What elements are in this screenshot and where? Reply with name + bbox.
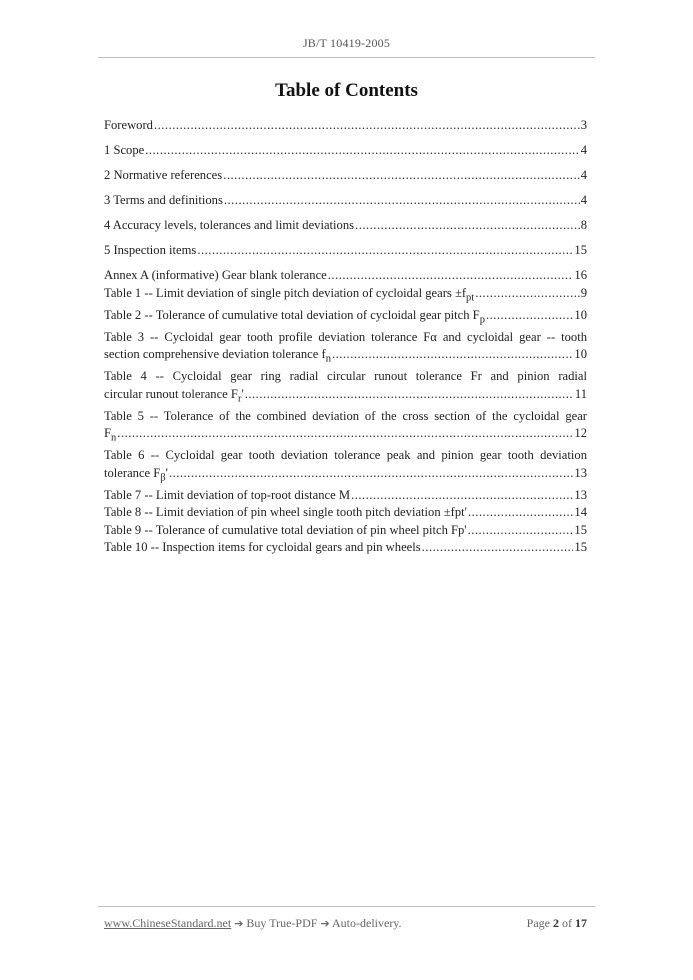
document-id-header: JB/T 10419-2005 bbox=[302, 36, 391, 50]
toc-entry-text: section comprehensive deviation tolerance $f_n$ bbox=[104, 347, 331, 365]
dot-leader bbox=[351, 487, 573, 505]
toc-page-number: 13 bbox=[574, 465, 587, 480]
toc-entry-table-9[interactable] bbox=[104, 522, 587, 540]
dot-leader bbox=[468, 522, 574, 540]
dot-leader bbox=[332, 346, 573, 364]
toc-entry-text: 2 Normative references bbox=[104, 168, 223, 182]
toc-entry-foreword[interactable] bbox=[104, 117, 587, 135]
subscript: β bbox=[160, 472, 166, 484]
buy-true-pdf-text: Buy True-PDF bbox=[246, 916, 318, 930]
toc-page-number: 4 bbox=[580, 193, 587, 207]
toc-entry-text: 1 Scope bbox=[104, 143, 145, 157]
dot-leader bbox=[422, 539, 574, 557]
toc-entry-terms-definitions[interactable] bbox=[104, 192, 587, 210]
current-page-number: 2 bbox=[553, 916, 559, 930]
right-arrow-icon: ➔ bbox=[320, 917, 330, 930]
dot-leader bbox=[355, 217, 580, 235]
toc-entry-table-3[interactable] bbox=[104, 329, 587, 369]
subscript: r bbox=[237, 393, 242, 405]
toc-entry-text: Table 9 -- Tolerance of cumulative total deviation of pin wheel pitch Fp' bbox=[104, 522, 467, 537]
subscript: n bbox=[111, 432, 117, 444]
toc-page-number: 3 bbox=[580, 118, 587, 132]
toc-entry-table-7[interactable] bbox=[104, 487, 587, 505]
toc-page-number: 15 bbox=[574, 522, 587, 537]
toc-entry-text: Table 8 -- Limit deviation of pin wheel single tooth pitch deviation ±fpt' bbox=[104, 505, 467, 520]
toc-entry-normative-references[interactable] bbox=[104, 167, 587, 185]
dot-leader bbox=[328, 267, 574, 285]
toc-page-number: 12 bbox=[574, 426, 587, 441]
toc-entry-table-2[interactable] bbox=[104, 307, 587, 329]
subscript: p bbox=[479, 314, 485, 326]
toc-page-number: 8 bbox=[580, 218, 587, 232]
dot-leader bbox=[169, 465, 573, 483]
dot-leader bbox=[145, 142, 579, 160]
toc-page-number: 15 bbox=[574, 540, 587, 555]
toc-page-number: 14 bbox=[574, 505, 587, 520]
toc-entry-text: 5 Inspection items bbox=[104, 243, 197, 257]
header-divider bbox=[98, 57, 595, 58]
toc-entry-text: 3 Terms and definitions bbox=[104, 193, 223, 207]
toc-entry-text: $F_n$ bbox=[104, 426, 117, 444]
toc-page-number: 15 bbox=[574, 243, 587, 257]
toc-page-number: 10 bbox=[574, 307, 587, 322]
toc-entry-text: Table 7 -- Limit deviation of top-root distance M bbox=[104, 487, 351, 502]
toc-entry-scope[interactable] bbox=[104, 142, 587, 160]
toc-entry-text: Foreword bbox=[104, 118, 153, 132]
total-pages-number: 17 bbox=[575, 916, 587, 930]
toc-page-number: 10 bbox=[574, 347, 587, 362]
footer-links bbox=[104, 916, 402, 931]
toc-page-number: 11 bbox=[574, 386, 587, 401]
toc-entry-table-4[interactable] bbox=[104, 368, 587, 408]
toc-entry-text-line1: Table 3 -- Cycloidal gear tooth profile deviation tolerance Fα and cycloidal gear -- tooth bbox=[104, 329, 587, 344]
dot-leader bbox=[154, 117, 580, 135]
page-title: Table of Contents bbox=[275, 80, 418, 101]
toc-page-number: 4 bbox=[580, 143, 587, 157]
toc-entry-text: Annex A (informative) Gear blank tolerance bbox=[104, 268, 327, 282]
dot-leader bbox=[486, 307, 573, 325]
toc-entry-text: Table 10 -- Inspection items for cycloidal gears and pin wheels bbox=[104, 540, 421, 555]
toc-entry-text: Table 2 -- Tolerance of cumulative total deviation of cycloidal gear pitch $F_p$ bbox=[104, 307, 485, 326]
toc-entry-table-8[interactable] bbox=[104, 504, 587, 522]
auto-delivery-text: Auto-delivery. bbox=[332, 916, 402, 930]
toc-entry-text-line1: Table 5 -- Tolerance of the combined deviation of the cross section of the cycloidal gear bbox=[104, 408, 587, 423]
toc-page-number: 4 bbox=[580, 168, 587, 182]
dot-leader bbox=[197, 242, 573, 260]
toc-page-number: 13 bbox=[574, 487, 587, 502]
table-of-contents bbox=[104, 117, 587, 557]
website-link[interactable]: www.ChineseStandard.net bbox=[104, 916, 232, 930]
dot-leader bbox=[245, 386, 574, 404]
right-arrow-icon: ➔ bbox=[234, 917, 244, 930]
toc-entry-annex-a[interactable] bbox=[104, 267, 587, 285]
dot-leader bbox=[117, 425, 573, 443]
dot-leader bbox=[468, 504, 573, 522]
footer-divider bbox=[98, 906, 595, 907]
dot-leader bbox=[223, 167, 580, 185]
page-footer bbox=[104, 916, 587, 931]
toc-page-number: 16 bbox=[574, 268, 587, 282]
subscript: pt bbox=[466, 292, 475, 304]
toc-entry-text-line1: Table 6 -- Cycloidal gear tooth deviation tolerance peak and pinion gear tooth deviation bbox=[104, 448, 587, 463]
toc-entry-table-10[interactable] bbox=[104, 539, 587, 557]
page-indicator: Page 2 of 17 bbox=[526, 916, 587, 930]
toc-entry-accuracy-levels[interactable] bbox=[104, 217, 587, 235]
toc-entry-table-1[interactable] bbox=[104, 285, 587, 307]
toc-entry-inspection-items[interactable] bbox=[104, 242, 587, 260]
subscript: n bbox=[325, 353, 331, 365]
toc-entry-text: circular runout tolerance $F_r'$ bbox=[104, 386, 244, 405]
toc-entry-text: Table 1 -- Limit deviation of single pitch deviation of cycloidal gears $\pm f_{pt}$ bbox=[104, 285, 475, 304]
toc-entry-text: tolerance $F_\beta'$ bbox=[104, 465, 168, 484]
toc-entry-text-line1: Table 4 -- Cycloidal gear ring radial circular runout tolerance Fr and pinion radial bbox=[104, 369, 587, 384]
dot-leader bbox=[224, 192, 580, 210]
toc-entry-table-6[interactable] bbox=[104, 447, 587, 487]
toc-page-number: 9 bbox=[580, 285, 587, 300]
dot-leader bbox=[475, 285, 579, 303]
toc-entry-table-5[interactable] bbox=[104, 408, 587, 448]
toc-entry-text: 4 Accuracy levels, tolerances and limit deviations bbox=[104, 218, 355, 232]
